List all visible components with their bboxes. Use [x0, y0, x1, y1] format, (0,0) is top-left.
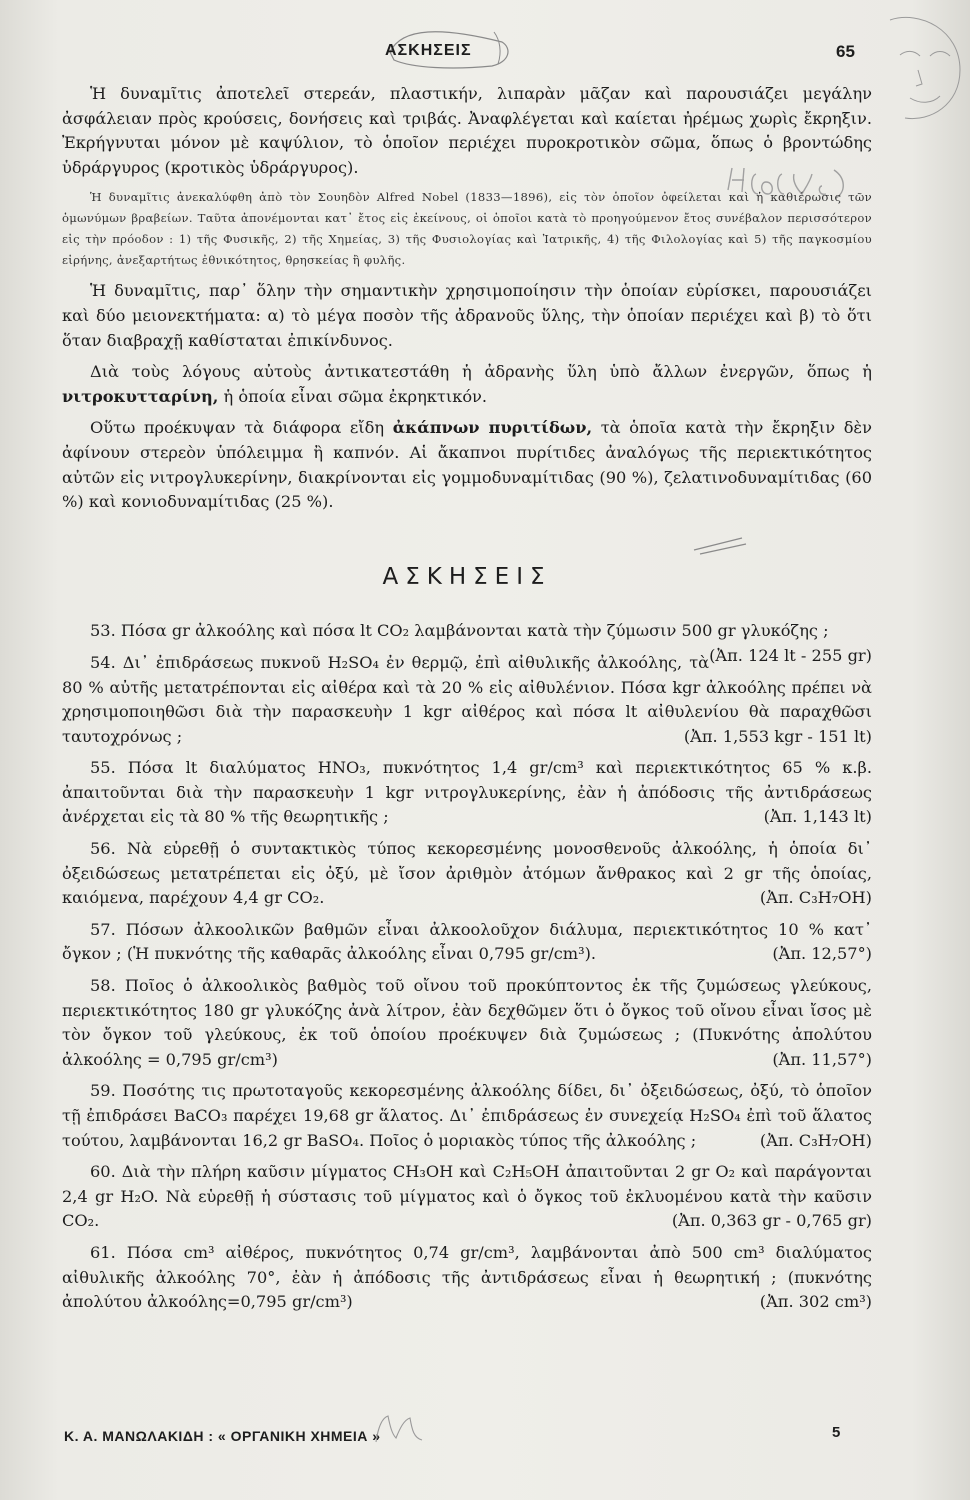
exercise-answer: (Ἀπ. C₃H₇OH) — [759, 1130, 872, 1150]
nitrocellulose-term: νιτροκυτταρίνη, — [62, 386, 219, 406]
pencil-doodle-face — [860, 10, 968, 130]
body-text — [62, 82, 872, 1322]
running-head-title: ΑΣΚΗΣΕΙΣ — [385, 42, 472, 59]
section-title: ΑΣΚΗΣΕΙΣ — [382, 563, 552, 590]
pencil-stroke-mark — [690, 528, 750, 556]
exercise-53 — [62, 619, 872, 665]
footer-book-credit: Κ. Α. ΜΑΝΩΛΑΚΙΔΗ : « ΟΡΓΑΝΙΚΗ ΧΗΜΕΙΑ » — [64, 1428, 381, 1444]
exercise-text: 59. Ποσότης τις πρωτοταγοῦς κεκορεσμένης ἀλκοόλης δίδει, δι᾽ ὀξειδώσεως, ὀξύ, τὸ ὁποῖον τῇ ἐπιδράσει BaCO₃ παρέχει 19,68 gr ἅλατος. Δι᾽ ἐπιδράσεως ἐν συνεχείᾳ H₂SO₄ ἐπὶ τοῦ ἅλατος τούτου, λαμβάνονται 16,2 gr BaSO₄. Ποῖος ὁ μοριακὸς τύπος τῆς ἀλκοόλης ; — [62, 1081, 872, 1150]
intro-paragraph-2: Ἡ δυναμῖτις, παρ᾽ ὅλην τὴν σημαντικὴν χρησιμοποίησιν τὴν ὁποίαν εὑρίσκει, παρουσιάζει καὶ δύο μειονεκτήματα: α) τὸ μέγα ποσὸν τῆς ἀδρανοῦς ὕλης, τὴν ὁποίαν περιέχει καὶ β) τὸ ὅτι ὅταν διαβραχῇ καθίσταται ἐπικίνδυνος. — [62, 281, 872, 350]
exercise-58 — [62, 974, 872, 1072]
p4-text-b: τὰ ὁποῖα κατὰ τὴν ἔκρηξιν δὲν ἀφίνουν στερεὸν ὑπόλειμμα ἢ καπνόν. Αἱ ἄκαπνοι πυρίτιδες ἀναλόγως τῆς περιεκτικότητος αὐτῶν εἰς νιτρογλυκερίνην, διακρίνονται εἰς γομμοδυναμίτιδας (90 %), ζελατινοδυναμίτιδας (60 %) καὶ κονιοδυναμίτιδας (25 %). — [62, 418, 872, 512]
nobel-footnote: Ἡ δυναμῖτις ἀνεκαλύφθη ἀπὸ τὸν Σουηδὸν Alfred Nobel (1833—1896), εἰς τὸν ὁποῖον ὀφείλεται καὶ ἡ καθιέρωσις τῶν ὁμωνύμων βραβείων. Ταῦτα ἀπονέμονται κατ᾽ ἔτος εἰς ἐκείνους, οἱ ὁποῖοι κατὰ τὸ προηγούμενον ἔτος συνέβαλον περισσότερον εἰς τὴν πρόοδον : 1) τῆς Φυσικῆς, 2) τῆς Χημείας, 3) τῆς Φυσιολογίας καὶ Ἰατρικῆς, 4) τῆς Φιλολογίας καὶ 5) τῆς παγκοσμίου εἰρήνης, ἀνεξαρτήτως ἐθνικότητος, θρησκείας ἢ φυλῆς. — [62, 190, 872, 268]
exercise-60 — [62, 1160, 872, 1234]
p3-text-b: ἡ ὁποία εἶναι σῶμα ἐκρηκτικόν. — [223, 386, 488, 406]
exercise-56 — [62, 837, 872, 911]
exercise-text: 54. Δι᾽ ἐπιδράσεως πυκνοῦ H₂SO₄ ἐν θερμῷ, ἐπὶ αἰθυλικῆς ἀλκοόλης, τὰ 80 % αὐτῆς μετατρέπονται εἰς αἰθέρα καὶ τὰ 20 % εἰς αἰθυλένιον. Πόσα kgr ἀλκοόλης πρέπει νὰ χρησιμοποιηθῶσι διὰ τὴν παρασκευὴν 1 kgr αἰθέρος καὶ πόσα lt αἰθυλενίου θὰ παραχθῶσι ταυτοχρόνως ; — [62, 652, 872, 746]
exercise-text: 57. Πόσων ἀλκοολικῶν βαθμῶν εἶναι ἀλκοολοῦχον διάλυμα, περιεκτικότητος 10 % κατ᾽ ὄγκον ; (Ἡ πυκνότης τῆς καθαρᾶς ἀλκοόλης εἶναι 0,795 gr/cm³). — [62, 919, 872, 964]
exercise-text: 53. Πόσα gr ἀλκοόλης καὶ πόσα lt CO₂ λαμβάνονται κατὰ τὴν ζύμωσιν 500 gr γλυκόζης ; — [90, 621, 829, 641]
intro-paragraph-1: Ἡ δυναμῖτις ἀποτελεῖ στερεάν, πλαστικήν, λιπαρὰν μᾶζαν καὶ παρουσιάζει μεγάλην ἀσφάλειαν πρὸς κρούσεις, δονήσεις καὶ τριβάς. Ἀναφλέγεται καὶ καίεται ἠρέμως χωρὶς ἔκρηξιν. Ἐκρήγνυται μόνον μὲ καψύλιον, τὸ ὁποῖον περιέχει πυροκροτικὸν σῶμα, ὅπως ὁ βροντώδης ὑδράργυρος (κροτικὸς ὑδράργυρος). — [62, 84, 872, 177]
exercise-answer: (Ἀπ. C₃H₇OH) — [759, 888, 872, 908]
signature-number: 5 — [832, 1424, 841, 1441]
exercise-answer: (Ἀπ. 11,57°) — [772, 1049, 872, 1069]
smokeless-powder-term: ἀκάπνων πυριτίδων, — [392, 418, 593, 438]
exercise-text: 55. Πόσα lt διαλύματος HNO₃, πυκνότητος 1,4 gr/cm³ καὶ περιεκτικότητος 65 % κ.β. ἀπαιτοῦνται διὰ τὴν παρασκευὴν 1 kgr νιτρογλυκερίνης, ἐὰν ἡ ἀπόδοσις τῆς ἀντιδράσεως ἀνέρχεται εἰς τὰ 80 % τῆς θεωρητικῆς ; — [62, 758, 872, 827]
exercise-text: 60. Διὰ τὴν πλήρη καῦσιν μίγματος CH₃OH καὶ C₂H₅OH ἀπαιτοῦνται 2 gr O₂ καὶ παράγονται 2,4 gr H₂O. Νὰ εὑρεθῇ ἡ σύστασις τοῦ μίγματος καὶ ὁ ὄγκος τοῦ ἐκλυομένου κατὰ τὴν καῦσιν CO₂. — [62, 1162, 872, 1231]
exercise-text: 58. Ποῖος ὁ ἀλκοολικὸς βαθμὸς τοῦ οἴνου τοῦ προκύπτοντος ἐκ τῆς ζυμώσεως γλεύκους, περιεκτικότητος 180 gr γλυκόζης ἀνὰ λίτρον, ἐὰν δεχθῶμεν ὅτι ὁ ὄγκος τοῦ οἴνου εἶναι ἴσος μὲ τὸν ὄγκον τοῦ γλεύκους, ἐκ τοῦ ὁποίου προέκυψεν διὰ ζυμώσεως ; (Πυκνότης ἀπολύτου ἀλκοόλης = 0,795 gr/cm³) — [62, 976, 872, 1069]
exercise-57 — [62, 918, 872, 967]
exercise-answer: (Ἀπ. 1,143 lt) — [763, 807, 872, 827]
p4-text-a: Οὕτω προέκυψαν τὰ διάφορα εἴδη — [90, 418, 385, 438]
intro-paragraph-4 — [62, 416, 872, 514]
exercise-answer: (Ἀπ. 12,57°) — [772, 944, 872, 964]
exercise-answer: (Ἀπ. 302 cm³) — [759, 1292, 872, 1312]
exercise-61 — [62, 1241, 872, 1315]
exercise-answer: (Ἀπ. 1,553 kgr - 151 lt) — [683, 726, 872, 746]
exercise-55 — [62, 756, 872, 830]
exercise-text: 61. Πόσα cm³ αἰθέρος, πυκνότητος 0,74 gr/cm³, λαμβάνονται ἀπὸ 500 cm³ διαλύματος αἰθυλικῆς ἀλκοόλης 70°, ἐὰν ἡ ἀπόδοσις τῆς ἀντιδράσεως εἶναι ἡ θεωρητική ; (πυκνότης ἀπολύτου ἀλκοόλης=0,795 gr/cm³) — [62, 1242, 872, 1312]
intro-paragraph-3 — [62, 360, 872, 409]
page-number: 65 — [836, 42, 855, 61]
exercise-answer: (Ἀπ. 0,363 gr - 0,765 gr) — [671, 1211, 872, 1231]
exercise-text: 56. Νὰ εὑρεθῇ ὁ συντακτικὸς τύπος κεκορεσμένης μονοσθενοῦς ἀλκοόλης, ἡ ὁποία δι᾽ ὀξειδώσεως μετατρέπεται εἰς ὀξύ, μὲ ἴσον ἀριθμὸν ἀτόμων ἄνθρακος καὶ 2 gr τῆς ὁποίας, καιόμενα, παρέχουν 4,4 gr CO₂. — [62, 839, 872, 908]
exercise-59 — [62, 1079, 872, 1153]
pencil-signature — [370, 1408, 430, 1452]
exercise-list — [62, 619, 872, 1314]
exercise-answer: (Ἀπ. 124 lt - 255 gr) — [709, 645, 872, 665]
p3-text-a: Διὰ τοὺς λόγους αὐτοὺς ἀντικατεστάθη ἡ ἀδρανὴς ὕλη ὑπὸ ἄλλων ἐνεργῶν, ὅπως ἡ — [90, 362, 872, 382]
